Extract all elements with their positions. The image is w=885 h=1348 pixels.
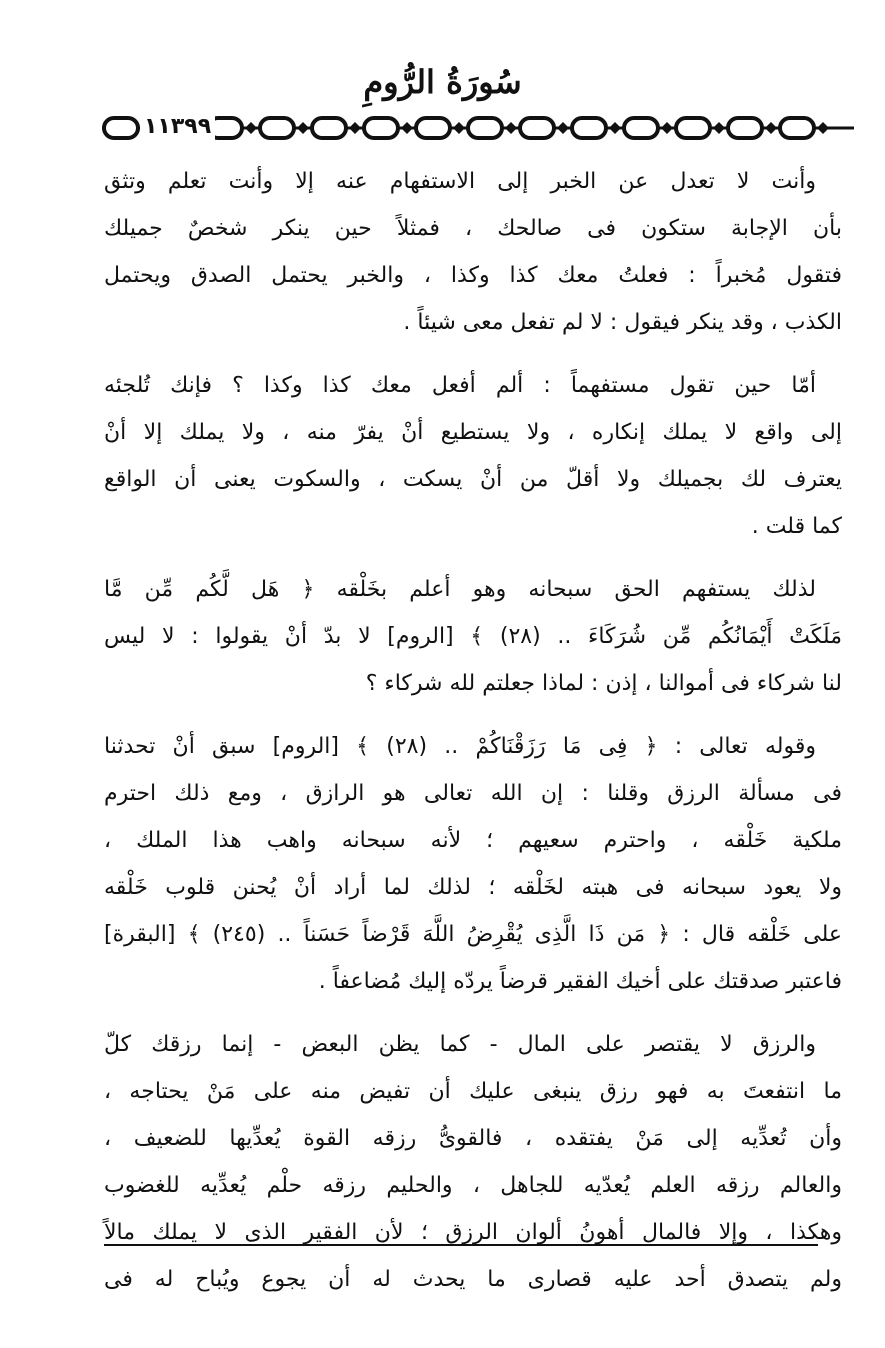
paragraph bbox=[104, 158, 842, 346]
paragraph bbox=[104, 1021, 842, 1303]
text-line: وهكذا ، وإلا فالمال أهونُ ألوان الرزق ؛ لأن الفقير الذى لا يملك مالاً bbox=[104, 1220, 842, 1245]
chain-diamond bbox=[453, 122, 465, 134]
text-line: لذلك يستفهم الحق سبحانه وهو أعلم بخَلْقه ﴿ هَل لَّكُم مِّن مَّا bbox=[104, 577, 816, 602]
chain-link bbox=[312, 118, 346, 138]
text-line: كما قلت . bbox=[751, 514, 842, 539]
chain-diamond bbox=[817, 122, 829, 134]
text-line: فاعتبر صدقتك على أخيك الفقير قرضاً يردّه إليك مُضاعفاً . bbox=[318, 969, 842, 994]
text-line: فتقول مُخبراً : فعلتُ معك كذا وكذا ، والخبر يحتمل الصدق ويحتمل bbox=[104, 263, 842, 288]
text-line: ولا يعود سبحانه فى هبته لخَلْقه ؛ لذلك لما أراد أنْ يُحنن قلوب خَلْقه bbox=[104, 875, 842, 900]
paragraph bbox=[104, 362, 842, 550]
chain-link bbox=[728, 118, 762, 138]
chain-diamond bbox=[245, 122, 257, 134]
chain-link bbox=[520, 118, 554, 138]
text-line: الكذب ، وقد ينكر فيقول : لا لم تفعل معى شيئاً . bbox=[403, 310, 842, 335]
text-line: والعالم رزقه العلم يُعدّيه للجاهل ، والحليم رزقه حلْم يُعدِّيه للغضوب bbox=[104, 1173, 842, 1198]
text-line: فى مسألة الرزق وقلنا : إن الله تعالى هو الرازق ، ومع ذلك احترم bbox=[104, 781, 842, 806]
chain-link bbox=[104, 118, 138, 138]
text-line: مَلَكَتْ أَيْمَانُكُم مِّن شُرَكَاءَ .. (٢٨) ﴾ [الروم] لا بدّ أنْ يقولوا : لا ليس bbox=[104, 624, 842, 649]
text-line: ملكية خَلْقه ، واحترم سعيهم ؛ لأنه سبحانه واهب هذا الملك ، bbox=[104, 828, 842, 853]
text-line: بأن الإجابة ستكون فى صالحك ، فمثلاً حين ينكر شخصٌ جميلك bbox=[104, 216, 842, 241]
footer-rule bbox=[104, 1244, 818, 1246]
text-line: يعترف لك بجميلك ولا أقلّ من أنْ يسكت ، والسكوت يعنى أن الواقع bbox=[104, 467, 842, 492]
chain-diamond bbox=[713, 122, 725, 134]
chain-link bbox=[780, 118, 814, 138]
body-text bbox=[104, 158, 842, 1319]
chain-diamond bbox=[765, 122, 777, 134]
paragraph bbox=[104, 566, 842, 707]
chain-link bbox=[364, 118, 398, 138]
text-line: وأن تُعدِّيه إلى مَنْ يفتقده ، فالقوىُّ رزقه القوة يُعدِّيها للضعيف ، bbox=[104, 1126, 842, 1151]
text-line: وأنت لا تعدل عن الخبر إلى الاستفهام عنه إلا وأنت تعلم وتثق bbox=[104, 169, 816, 194]
chain-link bbox=[468, 118, 502, 138]
chain-diamond bbox=[297, 122, 309, 134]
chain-link bbox=[676, 118, 710, 138]
chain-link bbox=[416, 118, 450, 138]
surah-title: سُورَةُ الرُّومِ bbox=[363, 63, 522, 101]
chain-diamond bbox=[401, 122, 413, 134]
text-line: لنا شركاء فى أموالنا ، إذن : لماذا جعلتم لله شركاء ؟ bbox=[365, 671, 842, 696]
chain-diamond bbox=[557, 122, 569, 134]
chain-link bbox=[572, 118, 606, 138]
chain-diamond bbox=[349, 122, 361, 134]
text-line: وقوله تعالى : ﴿ فِى مَا رَزَقْنَاكُمْ .. (٢٨) ﴾ [الروم] سبق أنْ تحدثنا bbox=[104, 734, 816, 759]
chain-link bbox=[624, 118, 658, 138]
text-line: والرزق لا يقتصر على المال - كما يظن البعض - إنما رزقك كلّ bbox=[104, 1032, 816, 1057]
page-number: ١١٣٩٩ bbox=[140, 110, 215, 144]
chain-diamond bbox=[505, 122, 517, 134]
text-line: إلى واقع لا يملك إنكاره ، ولا يستطيع أنْ يفرّ منه ، ولا يملك إلا أنْ bbox=[104, 420, 842, 445]
paragraph bbox=[104, 723, 842, 1005]
text-line: على خَلْقه قال : ﴿ مَن ذَا الَّذِى يُقْرِضُ اللَّهَ قَرْضاً حَسَناً .. (٢٤٥) ﴾ [البقرة] bbox=[104, 922, 843, 947]
chain-link bbox=[260, 118, 294, 138]
text-line: ما انتفعتَ به فهو رزق ينبغى عليك أن تفيض منه على مَنْ يحتاجه ، bbox=[104, 1079, 842, 1104]
text-line: أمّا حين تقول مستفهماً : ألم أفعل معك كذا وكذا ؟ فإنك تُلجئه bbox=[104, 373, 816, 398]
text-line: ولم يتصدق أحد عليه قصارى ما يحدث له أن يجوع ويُباح له فى bbox=[104, 1267, 842, 1292]
chain-diamond bbox=[661, 122, 673, 134]
chain-diamond bbox=[609, 122, 621, 134]
